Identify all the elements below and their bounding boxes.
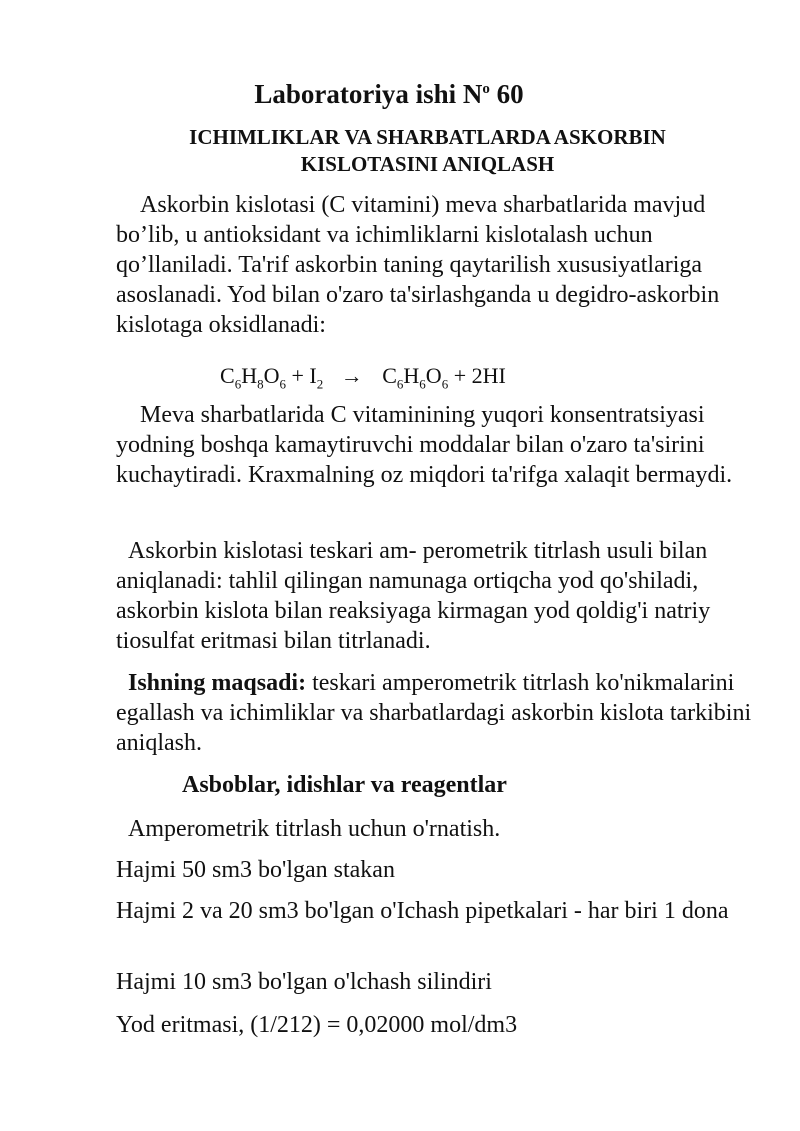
method-paragraph: Askorbin kislotasi teskari am- perometrik titrlash usuli bilan aniqlanadi: tahlil qilingan namunaga ortiqcha yod qo'shiladi, askorbin kislota bilan reaksiyaga kirmagan yod qoldig'i natriy tiosulfat eritmasi bilan titrlanadi. [116, 538, 711, 654]
interference-paragraph: Meva sharbatlarida C vitaminining yuqori konsentratsiyasi yodning boshqa kamaytiruvchi moddalar bilan o'zaro ta'sirini kuchaytiradi. Kraxmalning oz miqdori ta'rifga xalaqit bermaydi. [116, 402, 733, 488]
lab-number: 60 [496, 79, 524, 109]
reactant-iodine: $I_2$ [309, 363, 324, 392]
equipment-item: Hajmi 50 sm3 bo'lgan stakan [116, 857, 395, 883]
intro-paragraph: Askorbin kislotasi (C vitamini) meva sharbatlarida mavjud bo’lib, u antioksidant va ichimliklarni kislotalash uchun qo’llaniladi. Ta'rif askorbin taning qaytarilish xususiyatlariga asoslanadi. Yod bilan o'zaro ta'sirlashganda u degidro-askorbin kislotaga oksidlanadi: [116, 192, 720, 338]
plus-sign: + [453, 363, 467, 388]
lab-title [0, 78, 778, 110]
plus-sign: + [291, 363, 304, 388]
goal-paragraph [116, 668, 756, 758]
reaction-equation [220, 361, 580, 391]
reaction-arrow-icon: → [340, 363, 363, 388]
goal-text: teskari amperometrik titrlash ko'nikmalarini egallash va ichimliklar va sharbatlardagi askorbin kislota tarkibini aniqlash. [116, 670, 752, 756]
equipment-item: Hajmi 2 va 20 sm3 bo'lgan o'Ichash pipetkalari - har biri 1 dona [116, 898, 729, 924]
equipment-item: Yod eritmasi, (1/212) = 0,02000 mol/dm3 [116, 1012, 518, 1038]
lab-title-text: Laboratoriya ishi N [254, 79, 483, 109]
equipment-item: Hajmi 10 sm3 bo'lgan o'lchash silindiri [116, 969, 492, 995]
number-sign-superscript: o [482, 81, 490, 97]
goal-label: Ishning maqsadi: [128, 670, 307, 696]
reactant-ascorbic-acid: $C_6H_8O_6$ [220, 363, 286, 392]
product-dehydroascorbic-acid: $C_6H_6O_6$ [382, 363, 449, 392]
equipment-item: Amperometrik titrlash uchun o'rnatish. [128, 816, 501, 842]
lab-subtitle: ICHIMLIKLAR VA SHARBATLARDA ASKORBIN KISLOTASINI ANIQLASH [189, 125, 666, 176]
equipment-heading: Asboblar, idishlar va reagentlar [182, 772, 507, 798]
product-hydrogen-iodide: 2HI [471, 363, 506, 388]
